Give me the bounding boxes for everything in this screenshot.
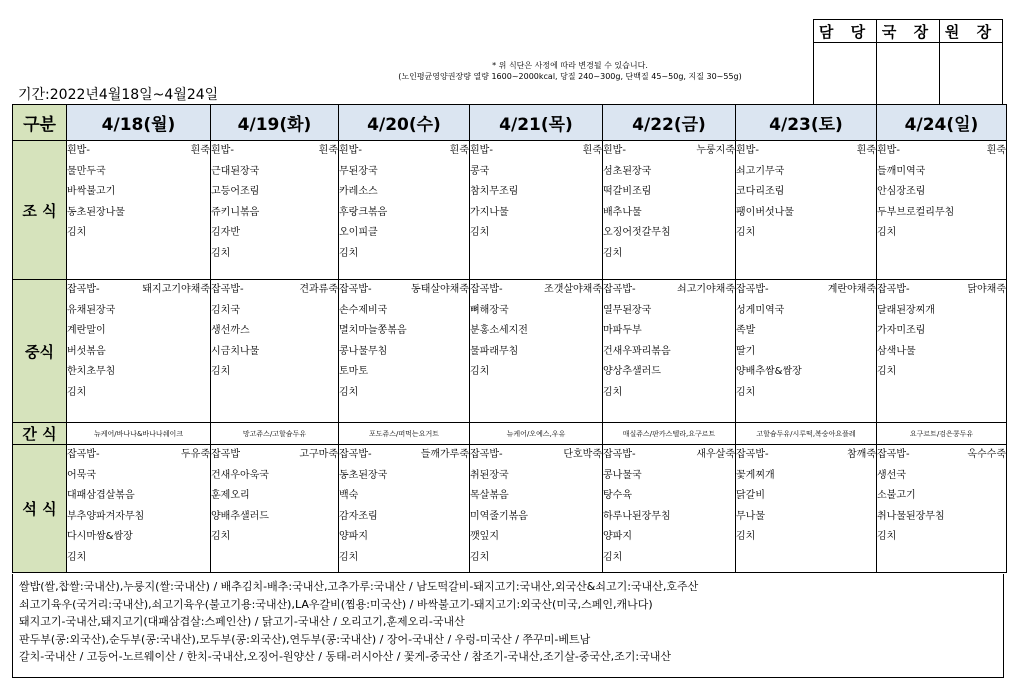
meal-cell	[211, 445, 339, 573]
dish-item: 목살볶음	[470, 490, 509, 501]
porridge-label: 흰죽	[449, 145, 469, 156]
snack-cell: 망고쥬스/고할슘두유	[211, 423, 339, 445]
rice-label: 잡곡밥	[211, 449, 240, 460]
approval-sign-director	[877, 43, 940, 106]
meal-cell	[470, 280, 603, 423]
approval-sign-head	[940, 43, 1003, 106]
dinner-row	[13, 445, 1007, 573]
snack-cell: 요구르트/검은콩두유	[877, 423, 1007, 445]
rice-label: 잡곡밥-	[339, 449, 372, 460]
breakfast-row	[13, 141, 1007, 280]
meal-cell	[877, 141, 1007, 280]
dish-item: 오이피클	[339, 227, 378, 238]
dish-item: 김치	[67, 386, 87, 398]
menu-table	[12, 104, 1007, 573]
rice-label: 잡곡밥-	[67, 284, 100, 295]
dish-item: 시금치나물	[211, 345, 260, 357]
rice-label: 흰밥-	[736, 145, 759, 156]
rice-porridge-line	[603, 280, 735, 301]
meal-cell	[877, 280, 1007, 423]
dish-item: 김치	[736, 531, 756, 542]
dish-item: 계란말이	[67, 325, 106, 336]
dish-item: 김치	[603, 247, 623, 259]
dish-item: 족발	[736, 325, 756, 336]
porridge-label: 흰죽	[318, 145, 338, 156]
origin-line: 쌀밥(쌀,찹쌀:국내산),누룽지(쌀:국내산) / 배추김치-배추:국내산,고추가루:국내산 / 남도떡갈비-돼지고기:국내산,외국산&쇠고기:국내산,호주산	[19, 580, 699, 593]
snack-label: 간 식	[13, 423, 67, 445]
dish-item: 물만두국	[67, 165, 106, 177]
dish-item: 콩나물국	[603, 469, 642, 481]
dish-item: 손수제비국	[339, 304, 388, 316]
dish-item: 동초된장국	[339, 469, 388, 481]
dish-item: 멸치마늘쫑볶음	[339, 325, 407, 336]
meal-cell	[67, 141, 211, 280]
dish-item: 백숙	[339, 490, 359, 501]
dish-item: 가지나물	[470, 206, 509, 218]
rice-label: 잡곡밥-	[603, 284, 636, 295]
dish-item: 성게미역국	[736, 304, 785, 316]
dish-item: 마파두부	[603, 325, 642, 336]
meal-cell	[211, 280, 339, 423]
rice-porridge-line	[67, 445, 210, 466]
dish-item: 분홍소세지전	[470, 325, 528, 336]
dish-item: 유채된장국	[67, 304, 116, 316]
meal-cell	[736, 445, 877, 573]
meal-cell	[877, 445, 1007, 573]
dish-item: 동초된장나물	[67, 206, 125, 218]
dish-item: 토마토	[339, 366, 368, 377]
porridge-label: 계란야채죽	[827, 284, 876, 295]
approval-header-head: 원 장	[940, 20, 1003, 43]
rice-porridge-line	[470, 445, 602, 466]
meal-cell	[67, 445, 211, 573]
day-header: 4/23(토)	[736, 105, 877, 141]
dish-item: 쥬키니볶음	[211, 206, 260, 218]
meal-cell	[339, 141, 470, 280]
rice-porridge-line	[736, 445, 876, 466]
notice	[330, 60, 810, 82]
rice-label: 잡곡밥-	[67, 449, 100, 460]
dish-item: 고등어조림	[211, 186, 260, 197]
dish-item: 감자조림	[339, 510, 378, 522]
dish-item: 팽이버섯나물	[736, 206, 794, 218]
dish-item: 삼색나물	[877, 345, 916, 357]
rice-porridge-line	[339, 445, 469, 466]
rice-label: 흰밥-	[877, 145, 900, 156]
porridge-label: 쇠고기야채죽	[677, 284, 735, 295]
rice-porridge-line	[603, 445, 735, 466]
dish-item: 취된장국	[470, 469, 509, 481]
dinner-label: 석 식	[13, 445, 67, 573]
porridge-label: 새우살죽	[696, 449, 735, 460]
dish-item: 카레소스	[339, 186, 378, 197]
rice-label: 잡곡밥-	[339, 284, 372, 295]
dish-item: 뼈해장국	[470, 304, 509, 316]
dish-item: 김자반	[211, 227, 240, 238]
rice-porridge-line	[339, 141, 469, 162]
meal-cell	[67, 280, 211, 423]
lunch-label: 중식	[13, 280, 67, 423]
day-header: 4/19(화)	[211, 105, 339, 141]
dish-item: 훈제오리	[211, 490, 250, 501]
day-header: 4/18(월)	[67, 105, 211, 141]
porridge-label: 참깨죽	[847, 449, 876, 460]
dish-item: 건새우꽈리볶음	[603, 345, 671, 357]
origin-notice	[12, 574, 1004, 678]
dish-item: 들깨미역국	[877, 165, 926, 177]
rice-label: 흰밥-	[339, 145, 362, 156]
origin-line: 돼지고기-국내산,돼지고기(대패삼겹살:스페인산) / 닭고기-국내산 / 오리고기,훈제오리-국내산	[19, 615, 465, 628]
dish-item: 근대된장국	[211, 165, 260, 177]
porridge-label: 들깨가루죽	[420, 449, 469, 460]
dish-item: 김치	[67, 227, 87, 238]
dish-item: 김치	[603, 551, 623, 563]
dish-item: 김치	[67, 551, 87, 563]
rice-label: 흰밥-	[470, 145, 493, 156]
rice-porridge-line	[339, 280, 469, 301]
dish-item: 열무된장국	[603, 304, 652, 316]
dish-item: 깻잎지	[470, 531, 499, 542]
origin-line: 쇠고기육우(국거리:국내산),쇠고기육우(불고기용:국내산),LA우갈비(찜용:미국산) / 바싹불고기-돼지고기:외국산(미국,스페인,캐나다)	[19, 597, 653, 611]
porridge-label: 단호박죽	[563, 449, 602, 460]
porridge-label: 흰죽	[856, 145, 876, 156]
dish-item: 다시마쌈&쌈장	[67, 531, 133, 542]
dish-item: 하루나된장무침	[603, 510, 671, 522]
dish-item: 콩나물무침	[339, 345, 388, 357]
dish-item: 탕수육	[603, 490, 632, 501]
dish-item: 꽃게찌개	[736, 469, 775, 481]
porridge-label: 돼지고기야채죽	[142, 284, 210, 295]
dish-item: 닭갈비	[736, 490, 765, 501]
dish-item: 김치	[470, 227, 490, 238]
meal-cell	[470, 141, 603, 280]
porridge-label: 견과류죽	[299, 284, 338, 295]
dish-item: 두부브로컬리무침	[877, 206, 955, 218]
day-header: 4/24(일)	[877, 105, 1007, 141]
porridge-label: 흰죽	[190, 145, 210, 156]
dish-item: 김치	[470, 366, 490, 377]
porridge-label: 누룽지죽	[696, 145, 735, 156]
meal-cell	[603, 280, 736, 423]
dish-item: 소불고기	[877, 490, 916, 501]
rice-porridge-line	[877, 141, 1006, 162]
dish-item: 바싹불고기	[67, 186, 116, 197]
dish-item: 딸기	[736, 345, 756, 357]
dish-item: 김치	[211, 531, 231, 542]
rice-label: 잡곡밥-	[470, 284, 503, 295]
dish-item: 물파래무침	[470, 345, 519, 357]
lunch-row	[13, 280, 1007, 423]
meal-cell	[736, 280, 877, 423]
rice-porridge-line	[67, 141, 210, 162]
day-header: 4/21(목)	[470, 105, 603, 141]
dish-item: 양파지	[603, 531, 632, 542]
snack-cell: 뉴케어/바나나&바나나쉐이크	[67, 423, 211, 445]
dish-item: 섬초된장국	[603, 165, 652, 177]
rice-porridge-line	[877, 280, 1006, 301]
rice-label: 잡곡밥-	[470, 449, 503, 460]
rice-label: 잡곡밥-	[736, 449, 769, 460]
category-header: 구분	[13, 105, 67, 141]
dish-item: 김치	[211, 366, 231, 377]
header-row	[13, 105, 1007, 141]
dish-item: 취나물된장무침	[877, 510, 945, 522]
meal-cell	[603, 445, 736, 573]
rice-porridge-line	[211, 141, 338, 162]
rice-porridge-line	[603, 141, 735, 162]
origin-line: 판두부(콩:외국산),순두부(콩:국내산),모두부(콩:외국산),연두부(콩:국내산) / 장어-국내산 / 우렁-미국산 / 쭈꾸미-베트남	[19, 632, 591, 646]
approval-table	[813, 19, 1003, 106]
meal-cell	[339, 445, 470, 573]
porridge-label: 두유죽	[181, 449, 210, 460]
rice-porridge-line	[877, 445, 1006, 466]
day-header: 4/22(금)	[603, 105, 736, 141]
rice-porridge-line	[736, 141, 876, 162]
dish-item: 김치	[211, 247, 231, 259]
rice-porridge-line	[67, 280, 210, 301]
meal-cell	[736, 141, 877, 280]
dish-item: 떡갈비조림	[603, 186, 652, 197]
dish-item: 코다리조림	[736, 186, 785, 197]
approval-header-director: 국 장	[877, 20, 940, 43]
dish-item: 건새우아욱국	[211, 469, 269, 481]
dish-item: 무된장국	[339, 165, 378, 177]
dish-item: 참치무조림	[470, 186, 519, 197]
dish-item: 김치	[339, 247, 359, 259]
dish-item: 오징어젓갈무침	[603, 227, 671, 238]
porridge-label: 닭야채죽	[967, 284, 1006, 295]
snack-cell: 뉴케어/오예스,우유	[470, 423, 603, 445]
porridge-label: 동태살야채죽	[411, 284, 469, 295]
snack-cell: 매실쥬스/판카스텔라,요구르트	[603, 423, 736, 445]
meal-cell	[211, 141, 339, 280]
dish-item: 미역줄기볶음	[470, 510, 528, 522]
dish-item: 양배추샐러드	[211, 510, 269, 522]
porridge-label: 옥수수죽	[967, 449, 1006, 460]
dish-item: 무나물	[736, 510, 765, 522]
porridge-label: 흰죽	[582, 145, 602, 156]
dish-item: 김치	[877, 227, 897, 238]
rice-porridge-line	[470, 280, 602, 301]
dish-item: 김치	[470, 551, 490, 563]
dish-item: 버섯볶음	[67, 345, 106, 357]
dish-item: 김치	[339, 386, 359, 398]
rice-label: 흰밥-	[603, 145, 626, 156]
dish-item: 가자미조림	[877, 325, 926, 336]
rice-label: 잡곡밥-	[877, 284, 910, 295]
dish-item: 어묵국	[67, 469, 96, 481]
meal-cell	[339, 280, 470, 423]
day-header: 4/20(수)	[339, 105, 470, 141]
approval-header-manager: 담 당	[814, 20, 877, 43]
rice-label: 잡곡밥-	[603, 449, 636, 460]
dish-item: 양배추쌈&쌈장	[736, 366, 802, 377]
rice-label: 흰밥-	[67, 145, 90, 156]
rice-label: 흰밥-	[211, 145, 234, 156]
dish-item: 부추양파겨자무침	[67, 510, 145, 522]
porridge-label: 고구마죽	[299, 449, 338, 460]
dish-item: 김치	[877, 366, 897, 377]
dish-item: 생선까스	[211, 325, 250, 336]
rice-porridge-line	[736, 280, 876, 301]
snack-cell: 고할슘두유/시루떡,복숭아요플레	[736, 423, 877, 445]
rice-label: 잡곡밥-	[736, 284, 769, 295]
dish-item: 쇠고기무국	[736, 165, 785, 177]
rice-label: 잡곡밥-	[211, 284, 244, 295]
meal-cell	[603, 141, 736, 280]
dish-item: 안심장조림	[877, 186, 926, 197]
dish-item: 대패삼겹살볶음	[67, 490, 135, 501]
dish-item: 김치	[736, 386, 756, 398]
period-label: 기간:2022년4월18일~4월24일	[18, 87, 219, 103]
dish-item: 한치초무침	[67, 366, 116, 377]
rice-porridge-line	[211, 280, 338, 301]
snack-row	[13, 423, 1007, 445]
dish-item: 김치	[339, 551, 359, 563]
approval-sign-manager	[814, 43, 877, 106]
dish-item: 양파지	[339, 531, 368, 542]
origin-line: 갈치-국내산 / 고등어-노르웨이산 / 한치-국내산,오징어-원양산 / 동태-러시아산 / 꽃게-중국산 / 참조기-국내산,조기살-중국산,조기:국내산	[19, 650, 671, 663]
dish-item: 김치	[877, 531, 897, 542]
notice-line1: * 위 식단은 사정에 따라 변경될 수 있습니다.	[492, 61, 648, 70]
dish-item: 후랑크볶음	[339, 206, 388, 218]
meal-cell	[470, 445, 603, 573]
dish-item: 김치	[736, 227, 756, 238]
dish-item: 양상추샐러드	[603, 366, 661, 377]
breakfast-label: 조 식	[13, 141, 67, 280]
dish-item: 달래된장찌개	[877, 304, 935, 316]
rice-porridge-line	[211, 445, 338, 466]
snack-cell: 포도쥬스/떠먹는요거트	[339, 423, 470, 445]
notice-line2: (노인평균영양권장량 열량 1600~2000kcal, 당질 240~300g, 단백질 45~50g, 지질 30~55g)	[398, 72, 742, 81]
rice-label: 잡곡밥-	[877, 449, 910, 460]
dish-item: 배추나물	[603, 206, 642, 218]
porridge-label: 흰죽	[986, 145, 1006, 156]
dish-item: 김치	[603, 386, 623, 398]
rice-porridge-line	[470, 141, 602, 162]
dish-item: 김치국	[211, 304, 240, 316]
dish-item: 콩국	[470, 165, 490, 177]
dish-item: 생선국	[877, 469, 906, 481]
porridge-label: 조갯살야채죽	[544, 284, 602, 295]
